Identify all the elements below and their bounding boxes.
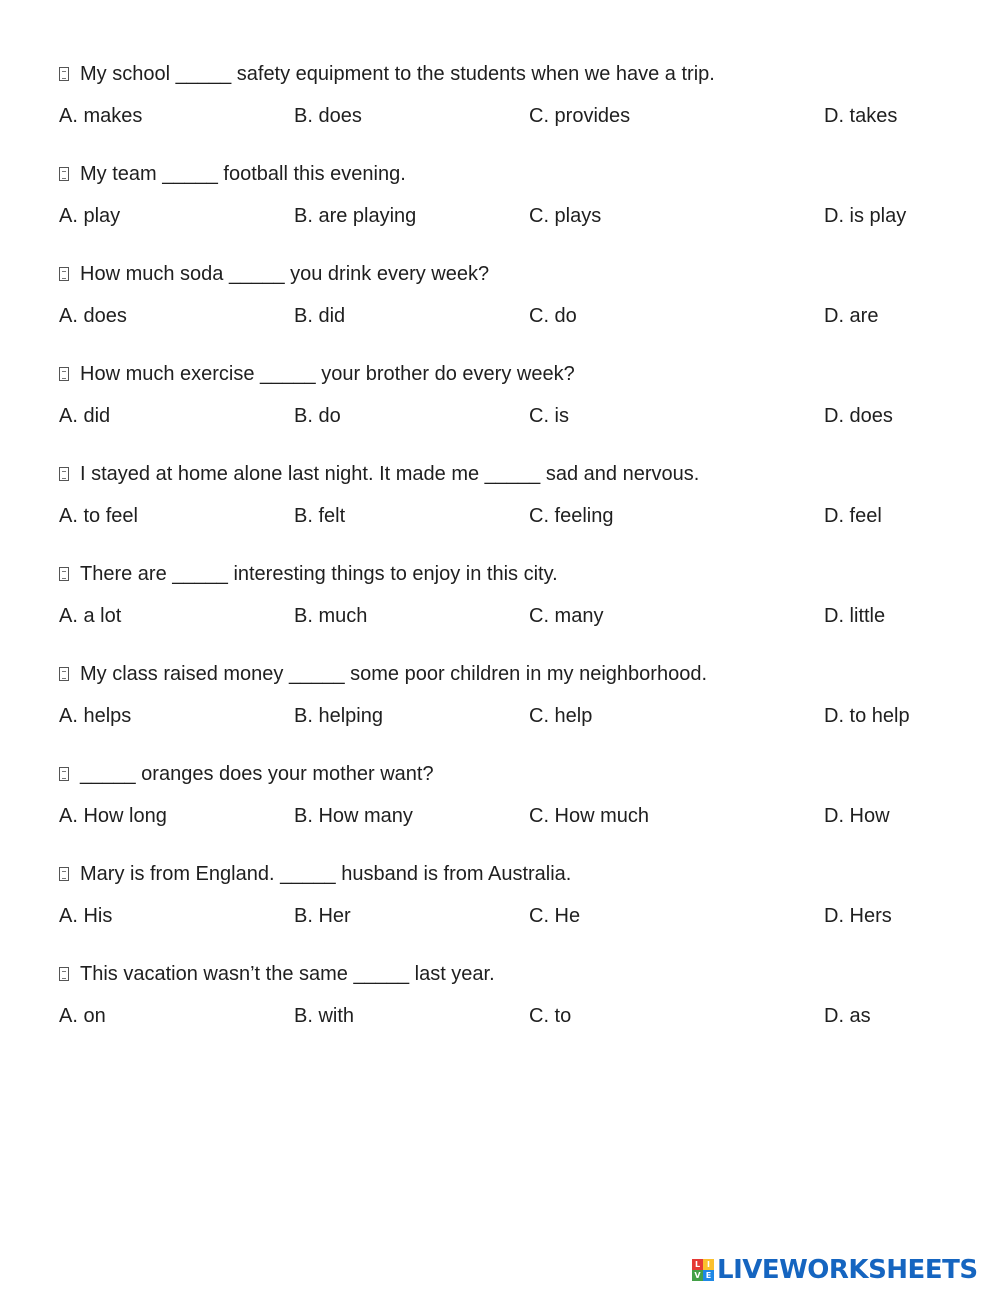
- question-5: [59, 461, 959, 551]
- answer-options: [59, 303, 959, 329]
- option-a[interactable]: A. does: [59, 305, 127, 327]
- option-d[interactable]: D. are: [824, 305, 879, 327]
- option-a[interactable]: A. play: [59, 205, 121, 227]
- question-text: My class raised money _____ some poor children in my neighborhood.: [80, 663, 708, 685]
- question-stem: [59, 161, 406, 187]
- brand-wordmark: LIVEWORKSHEETS: [717, 1255, 978, 1285]
- question-stem: [59, 261, 489, 287]
- option-b[interactable]: B. much: [294, 605, 368, 627]
- option-c[interactable]: C. help: [529, 705, 593, 727]
- logo-letter: E: [703, 1270, 714, 1281]
- question-4: [59, 361, 959, 451]
- option-d[interactable]: D. How: [824, 805, 890, 827]
- option-d[interactable]: D. as: [824, 1005, 871, 1027]
- bullet-box-icon: [59, 667, 69, 681]
- question-10: [59, 961, 959, 1051]
- answer-options: [59, 203, 959, 229]
- question-stem: [59, 761, 434, 787]
- option-b[interactable]: B. felt: [294, 505, 346, 527]
- bullet-box-icon: [59, 767, 69, 781]
- option-d[interactable]: D. does: [824, 405, 893, 427]
- option-d[interactable]: D. takes: [824, 105, 898, 127]
- question-text: Mary is from England. _____ husband is from Australia.: [80, 863, 572, 885]
- option-b[interactable]: B. Her: [294, 905, 351, 927]
- question-text: How much exercise _____ your brother do every week?: [80, 363, 575, 385]
- bullet-box-icon: [59, 367, 69, 381]
- option-c[interactable]: C. plays: [529, 205, 602, 227]
- question-6: [59, 561, 959, 651]
- option-a[interactable]: A. to feel: [59, 505, 138, 527]
- answer-options: [59, 403, 959, 429]
- bullet-box-icon: [59, 867, 69, 881]
- question-7: [59, 661, 959, 751]
- option-d[interactable]: D. is play: [824, 205, 907, 227]
- option-a[interactable]: A. His: [59, 905, 113, 927]
- option-c[interactable]: C. do: [529, 305, 577, 327]
- option-b[interactable]: B. with: [294, 1005, 355, 1027]
- option-d[interactable]: D. Hers: [824, 905, 892, 927]
- option-c[interactable]: C. How much: [529, 805, 650, 827]
- answer-options: [59, 803, 959, 829]
- bullet-box-icon: [59, 267, 69, 281]
- answer-options: [59, 903, 959, 929]
- option-d[interactable]: D. to help: [824, 705, 910, 727]
- option-c[interactable]: C. to: [529, 1005, 572, 1027]
- option-c[interactable]: C. feeling: [529, 505, 614, 527]
- question-text: This vacation wasn’t the same _____ last year.: [80, 963, 495, 985]
- logo-letter: V: [692, 1270, 703, 1281]
- question-text: My school _____ safety equipment to the students when we have a trip.: [80, 63, 715, 85]
- question-stem: [59, 361, 575, 387]
- option-d[interactable]: D. little: [824, 605, 886, 627]
- option-a[interactable]: A. makes: [59, 105, 143, 127]
- liveworksheets-brand: [692, 1256, 978, 1284]
- question-stem: [59, 961, 495, 987]
- question-text: How much soda _____ you drink every week?: [80, 263, 490, 285]
- bullet-box-icon: [59, 167, 69, 181]
- question-stem: [59, 61, 715, 87]
- answer-options: [59, 703, 959, 729]
- option-c[interactable]: C. many: [529, 605, 604, 627]
- logo-letter: L: [692, 1259, 703, 1270]
- option-c[interactable]: C. He: [529, 905, 581, 927]
- question-9: [59, 861, 959, 951]
- bullet-box-icon: [59, 967, 69, 981]
- option-a[interactable]: A. on: [59, 1005, 106, 1027]
- option-a[interactable]: A. How long: [59, 805, 167, 827]
- option-b[interactable]: B. do: [294, 405, 341, 427]
- answer-options: [59, 103, 959, 129]
- question-text: _____ oranges does your mother want?: [80, 763, 434, 785]
- option-b[interactable]: B. How many: [294, 805, 413, 827]
- logo-letter: I: [703, 1259, 714, 1270]
- bullet-box-icon: [59, 467, 69, 481]
- option-c[interactable]: C. is: [529, 405, 569, 427]
- question-8: [59, 761, 959, 851]
- question-3: [59, 261, 959, 351]
- liveworksheets-logo-icon: [692, 1259, 714, 1281]
- option-d[interactable]: D. feel: [824, 505, 882, 527]
- answer-options: [59, 1003, 959, 1029]
- question-1: [59, 61, 959, 151]
- option-a[interactable]: A. did: [59, 405, 111, 427]
- question-text: There are _____ interesting things to enjoy in this city.: [80, 563, 558, 585]
- question-stem: [59, 561, 558, 587]
- question-stem: [59, 461, 699, 487]
- option-b[interactable]: B. helping: [294, 705, 383, 727]
- question-stem: [59, 861, 571, 887]
- option-b[interactable]: B. did: [294, 305, 346, 327]
- question-text: I stayed at home alone last night. It made me _____ sad and nervous.: [80, 463, 700, 485]
- answer-options: [59, 503, 959, 529]
- option-b[interactable]: B. does: [294, 105, 362, 127]
- option-c[interactable]: C. provides: [529, 105, 631, 127]
- bullet-box-icon: [59, 67, 69, 81]
- option-a[interactable]: A. a lot: [59, 605, 122, 627]
- option-b[interactable]: B. are playing: [294, 205, 417, 227]
- question-stem: [59, 661, 707, 687]
- option-a[interactable]: A. helps: [59, 705, 132, 727]
- bullet-box-icon: [59, 567, 69, 581]
- question-2: [59, 161, 959, 251]
- answer-options: [59, 603, 959, 629]
- question-text: My team _____ football this evening.: [80, 163, 406, 185]
